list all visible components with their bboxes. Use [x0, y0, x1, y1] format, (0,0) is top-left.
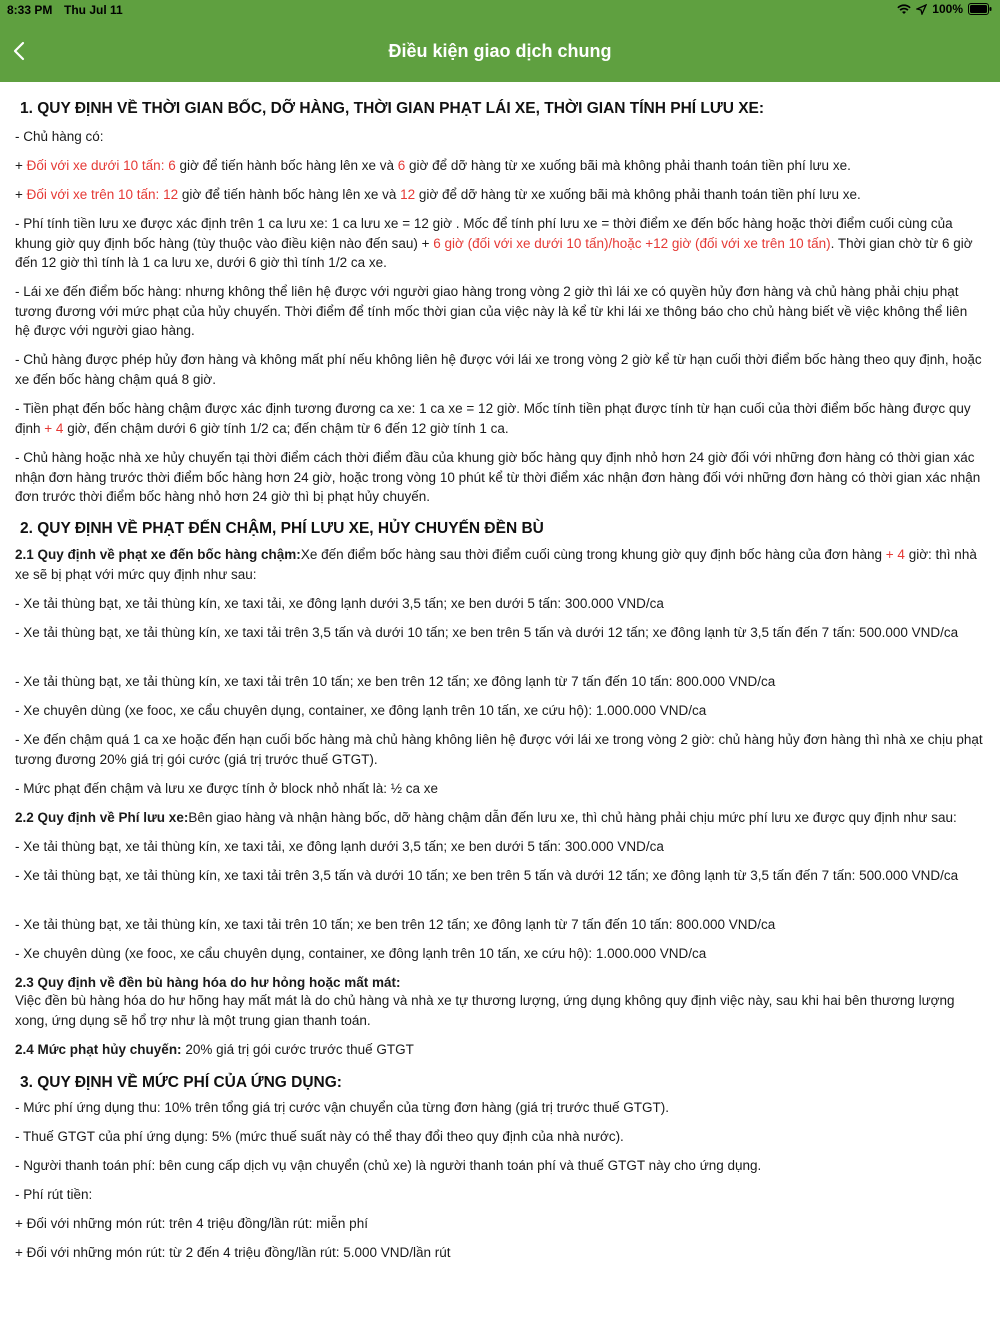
section-3-heading: 3. QUY ĐỊNH VỀ MỨC PHÍ CỦA ỨNG DỤNG: [20, 1074, 342, 1091]
s2-3-title-text: 2.3 Quy định về đền bù hàng hóa do hư hỏng hoặc mất mát: [15, 975, 401, 990]
s2-4-title: 2.4 Mức phạt hủy chuyến: [15, 1042, 182, 1057]
s1-p3a: - Phí tính tiền lưu xe được xác định trên 1 ca lưu xe: 1 ca lưu xe = 12 giờ . Mốc để tính phí lưu xe = thời điểm xe đến bốc hàng hoặc thời điểm cuối cùng của khung giờ quy định bốc hàng (tùy thuộc vào điều kiện nào đến sau) + [15, 216, 953, 251]
s3-c2: - Thuế GTGT của phí ứng dụng: 5% (mức thuế suất này có thể thay đổi theo quy định của nhà nước). [15, 1129, 624, 1144]
s2-a3: - Xe tải thùng bạt, xe tải thùng kín, xe taxi tải trên 10 tấn; xe ben trên 12 tấn; xe đông lạnh từ 7 tấn đến 10 tấn: 800.000 VND/ca [15, 674, 776, 689]
s1-p2a: + [15, 187, 27, 202]
s1-p0: - Chủ hàng có: [15, 129, 104, 144]
s2-b1: - Xe tải thùng bạt, xe tải thùng kín, xe taxi tải, xe đông lạnh dưới 3,5 tấn; xe ben dưới 5 tấn: 300.000 VND/ca [15, 839, 664, 854]
s1-p1a: + [15, 158, 27, 173]
status-time: 8:33 PM [7, 3, 53, 17]
s2-4-text: 20% giá trị gói cước trước thuế GTGT [181, 1042, 414, 1057]
s1-p1b: Đối với xe dưới 10 tấn: [26, 158, 165, 173]
section-1-heading: 1. QUY ĐỊNH VỀ THỜI GIAN BỐC, DỠ HÀNG, THỜI GIAN PHẠT LÁI XE, THỜI GIAN TÍNH PHÍ LƯU XE: [20, 100, 765, 117]
s1-p6b: + 4 [44, 420, 64, 436]
s2-a1: - Xe tải thùng bạt, xe tải thùng kín, xe taxi tải, xe đông lạnh dưới 3,5 tấn; xe ben dưới 5 tấn: 300.000 VND/ca [15, 596, 664, 611]
s2-3-text: Việc đền bù hàng hóa do hư hõng hay mất mát là do chủ hàng và nhà xe tự thương lượng, ứng dụng không quy định việc này, sau khi hai bên thương lượng xong, ứng dụng sẽ hổ trợ như là một trung gian thanh toán. [15, 993, 955, 1028]
s1-p1f: giờ để dỡ hàng từ xe xuống bãi mà không phải thanh toán tiền phí lưu xe. [405, 158, 851, 173]
s2-1-text-b: + 4 [885, 547, 905, 562]
status-right [897, 2, 992, 16]
s1-p1 [15, 156, 983, 176]
battery-icon [968, 3, 992, 15]
s2-1 [15, 545, 983, 584]
s2-1-title: 2.1 Quy định về phạt xe đến bốc hàng chậm: [15, 547, 301, 562]
s1-p2c: 12 [159, 187, 179, 202]
s2-a2: - Xe tải thùng bạt, xe tải thùng kín, xe taxi tải trên 3,5 tấn và dưới 10 tấn; xe ben trên 5 tấn và dưới 12 tấn; xe đông lạnh từ 3,5 tấn đến 7 tấn: 500.000 VND/ca [15, 625, 959, 640]
battery-percent: 100% [932, 2, 963, 16]
s2-4 [15, 1040, 983, 1060]
s1-p6c: giờ, đến chậm dưới 6 giờ tính 1/2 ca; đến chậm từ 6 đến 12 giờ tính 1 ca. [63, 420, 509, 436]
s2-b2: - Xe tải thùng bạt, xe tải thùng kín, xe taxi tải trên 3,5 tấn và dưới 10 tấn; xe ben trên 5 tấn và dưới 12 tấn; xe đông lạnh từ 3,5 tấn đến 7 tấn: 500.000 VND/ca [15, 868, 959, 883]
s3-c6: + Đối với những món rút: từ 2 đến 4 triệu đồng/lần rút: 5.000 VND/lần rút [15, 1245, 451, 1260]
s1-p3b: 6 giờ (đối với xe dưới 10 tấn)/hoặc +12 giờ (đối với xe trên 10 tấn) [433, 235, 831, 251]
s1-p2d: giờ để tiến hành bốc hàng lên xe và [178, 187, 401, 202]
s1-p6 [15, 399, 983, 438]
s2-2-text: Bên giao hàng và nhận hàng bốc, dỡ hàng chậm dẫn đến lưu xe, thì chủ hàng phải chịu mức phí lưu xe được quy định như sau: [188, 810, 957, 825]
s2-a5: - Xe đến chậm quá 1 ca xe hoặc đến hạn cuối bốc hàng mà chủ hàng không liên hệ được với lái xe trong vòng 2 giờ: chủ hàng hủy đơn hàng thì nhà xe chịu phạt tương đương 20% giá trị gói cước (giá trị trước thuế GTGT). [15, 732, 983, 767]
s1-p2f: giờ để dỡ hàng từ xe xuống bãi mà không phải thanh toán tiền phí lưu xe. [415, 187, 861, 202]
page-title: Điều kiện giao dịch chung [388, 41, 612, 61]
s2-a4: - Xe chuyên dùng (xe fooc, xe cẩu chuyên dụng, container, xe đông lạnh trên 10 tấn, xe cứu hộ): 1.000.000 VND/ca [15, 703, 707, 718]
s2-b3: - Xe tải thùng bạt, xe tải thùng kín, xe taxi tải trên 10 tấn; xe ben trên 12 tấn; xe đông lạnh từ 7 tấn đến 10 tấn: 800.000 VND/ca [15, 917, 776, 932]
s1-p2 [15, 185, 983, 205]
s3-c1: - Mức phí ứng dụng thu: 10% trên tổng giá trị cước vận chuyển của từng đơn hàng (giá trị trước thuế GTGT). [15, 1100, 670, 1115]
s1-p5: - Chủ hàng được phép hủy đơn hàng và không mất phí nếu không liên hệ được với lái xe trong vòng 2 giờ kể từ hạn cuối thời điểm bốc hàng theo quy định, hoặc xe đến bốc hàng chậm quá 8 giờ. [15, 352, 982, 387]
s1-p1d: giờ để tiến hành bốc hàng lên xe và [175, 158, 398, 173]
s1-p1c: 6 [164, 158, 176, 173]
s1-p4: - Lái xe đến điểm bốc hàng: nhưng không thể liên hệ được với người giao hàng trong vòng 2 giờ thì lái xe có quyền hủy đơn hàng và chủ hàng phải chịu phạt tương đương với mức phạt của hủy chuyến. Thời điểm để tính mốc thời gian của việc này là kể từ khi lái xe thông báo cho chủ hàng biết về việc không thể liên hệ được với người giao hàng. [15, 284, 968, 338]
s1-p2e: 12 [400, 187, 416, 202]
s2-2-title: 2.2 Quy định về Phí lưu xe: [15, 810, 189, 825]
s3-c4: - Phí rút tiền: [15, 1187, 93, 1202]
s1-p2b: Đối với xe trên 10 tấn: [26, 187, 160, 202]
status-bar [0, 0, 1000, 20]
location-icon [916, 4, 927, 15]
nav-bar [0, 20, 1000, 82]
wifi-icon [897, 4, 911, 15]
s2-a6: - Mức phạt đến chậm và lưu xe được tính ở block nhỏ nhất là: ½ ca xe [15, 781, 439, 796]
s2-2 [15, 808, 983, 828]
s1-p3c: . Thời gian chờ từ 6 giờ đến 12 giờ thì tính là 1 ca lưu xe, dưới 6 giờ thì tính 1/2 ca xe. [15, 235, 973, 270]
s1-p7: - Chủ hàng hoặc nhà xe hủy chuyến tại thời điểm cách thời điểm đầu của khung giờ bốc hàng quy định nhỏ hơn 24 giờ đối với những đơn hàng có thời gian xác nhận đơn hàng trước thời điểm bốc hàng hơn 24 giờ, hoặc trong vòng 10 phút kể từ thời điểm xác nhận đơn hàng đối với những đơn hàng có thời gian xác nhận đơn trước thời điểm bốc hàng nhỏ hơn 24 giờ thì bị phạt hủy chuyến. [15, 450, 981, 504]
status-date: Thu Jul 11 [64, 3, 123, 17]
s1-p6a: - Tiền phạt đến bốc hàng chậm được xác định tương đương ca xe: 1 ca xe = 12 giờ. Mốc tính tiền phạt được tính từ hạn cuối của thời điểm bốc hàng được quy định [15, 401, 971, 436]
bottom-area [0, 1278, 1000, 1334]
s2-1-text-c: giờ: thì nhà xe sẽ bị phạt với mức quy định như sau: [15, 547, 977, 582]
section-2-heading: 2. QUY ĐỊNH VỀ PHẠT ĐẾN CHẬM, PHÍ LƯU XE, HỦY CHUYẾN ĐỀN BÙ [20, 520, 544, 537]
s2-1-text-a: Xe đến điểm bốc hàng sau thời điểm cuối cùng trong khung giờ quy định bốc hàng của đơn hàng [300, 547, 886, 562]
s1-p3 [15, 214, 983, 273]
s1-p1e: 6 [397, 158, 406, 173]
s2-3-title [15, 973, 983, 993]
s3-c5: + Đối với những món rút: trên 4 triệu đồng/lần rút: miễn phí [15, 1216, 368, 1231]
s2-b4: - Xe chuyên dùng (xe fooc, xe cẩu chuyên dụng, container, xe đông lạnh trên 10 tấn, xe cứu hộ): 1.000.000 VND/ca [15, 946, 707, 961]
s3-c3: - Người thanh toán phí: bên cung cấp dịch vụ vận chuyển (chủ xe) là người thanh toán phí và thuế GTGT này cho ứng dụng. [15, 1158, 762, 1173]
